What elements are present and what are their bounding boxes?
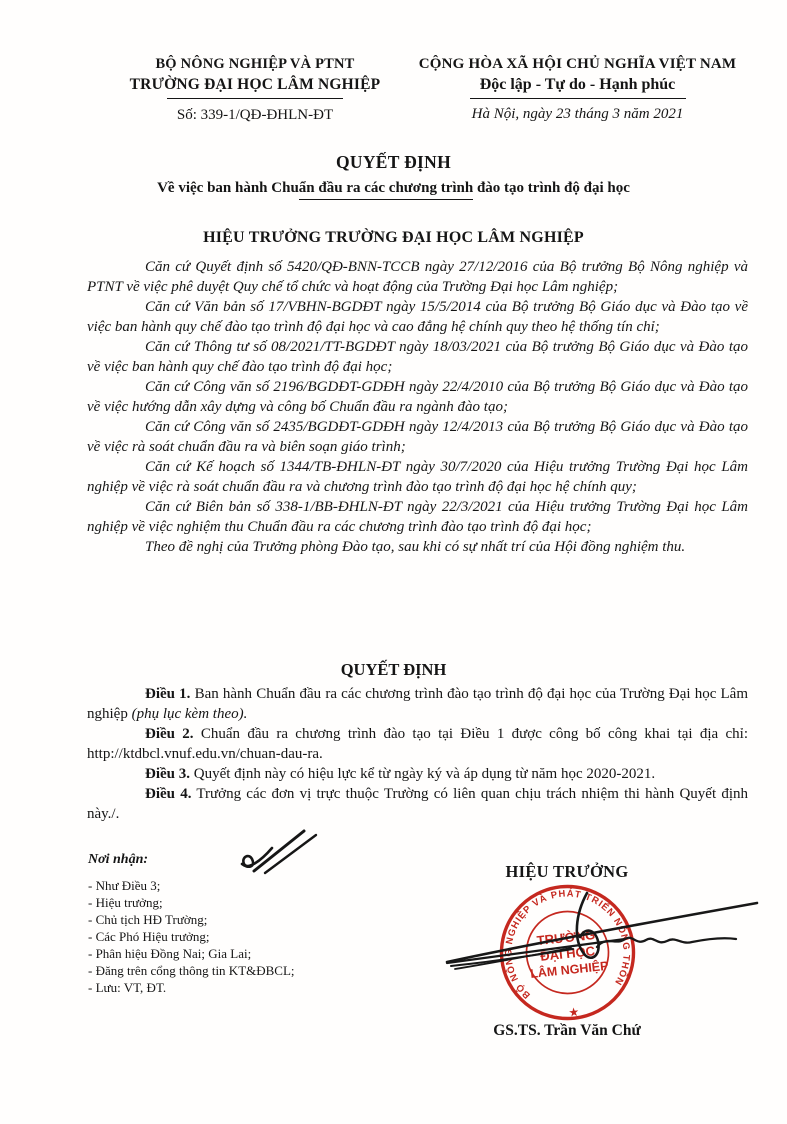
recipient-item: - Đăng trên cổng thông tin KT&ĐBCL; xyxy=(88,963,295,978)
recipients-list xyxy=(88,877,388,996)
recital-paragraph: Căn cứ Thông tư số 08/2021/TT-BGDĐT ngày 18/03/2021 của Bộ trưởng Bộ Giáo dục và Đào tạo về việc ban hành quy chế đào tạo trình độ đại học; xyxy=(87,339,748,375)
recital-paragraph: Theo đề nghị của Trưởng phòng Đào tạo, sau khi có sự nhất trí của Hội đồng nghiệm thu. xyxy=(145,539,686,555)
recitals-section xyxy=(87,257,748,557)
place-date-line: Hà Nội, ngày 23 tháng 3 năm 2021 xyxy=(471,106,684,122)
article-3-text: Quyết định này có hiệu lực kể từ ngày ký và áp dụng từ năm học 2020-2021. xyxy=(193,766,656,782)
recipient-item: - Các Phó Hiệu trưởng; xyxy=(88,929,210,944)
article-4-label: Điều 4. xyxy=(145,786,192,802)
recipient-item: - Lưu: VT, ĐT. xyxy=(88,980,167,995)
decision-title: QUYẾT ĐỊNH xyxy=(336,152,451,172)
article-1-text: Ban hành Chuẩn đầu ra các chương trình đào tạo trình độ đại học của Trường Đại học Lâm nghiệp xyxy=(87,686,748,722)
signer-title: HIỆU TRƯỞNG xyxy=(505,862,629,881)
recital-paragraph: Căn cứ Biên bản số 338-1/BB-ĐHLN-ĐT ngày 22/3/2021 của Hiệu trưởng Trường Đại học Lâm nghiệp về việc nghiệm thu Chuẩn đầu ra các chương trình đào tạo trình độ đại học; xyxy=(87,499,748,535)
article-3 xyxy=(87,764,748,784)
national-motto: Độc lập - Tự do - Hạnh phúc xyxy=(479,76,676,93)
parent-ministry: BỘ NÔNG NGHIỆP VÀ PTNT xyxy=(155,56,355,72)
university-name: TRƯỜNG ĐẠI HỌC LÂM NGHIỆP xyxy=(129,76,381,93)
recipient-item: - Như Điều 3; xyxy=(88,878,161,893)
subtitle-underlined: ẩn đầu ra các chương trình xyxy=(299,180,473,200)
recipients-block xyxy=(88,852,388,996)
article-2 xyxy=(87,724,748,764)
recital-paragraph: Căn cứ Kế hoạch số 1344/TB-ĐHLN-ĐT ngày 30/7/2020 của Hiệu trưởng Trường Đại học Lâm nghiệp về việc rà soát chuẩn đầu ra và chương trình đào tạo trình độ đại học hệ chính quy; xyxy=(87,459,748,495)
stamp-ring-text: BỘ NÔNG NGHIỆP VÀ PHÁT TRIỂN NÔNG THÔN xyxy=(503,888,632,1001)
article-2-label: Điều 2. xyxy=(145,726,194,742)
articles-section xyxy=(87,684,748,824)
decision-section-heading: QUYẾT ĐỊNH xyxy=(340,660,447,679)
subtitle-pre: Về việc ban hành Chu xyxy=(157,180,299,196)
stamp-star-icon: ★ xyxy=(567,1004,580,1020)
article-1-label: Điều 1. xyxy=(145,686,191,702)
document-number: Số: 339-1/QĐ-ĐHLN-ĐT xyxy=(176,107,334,123)
recipient-item: - Chủ tịch HĐ Trường; xyxy=(88,912,208,927)
article-2-text: Chuẩn đầu ra chương trình đào tạo tại Điều 1 được công bố công khai tại địa chỉ: http://ktdbcl.vnuf.edu.vn/chuan-dau-ra. xyxy=(87,726,749,762)
article-4 xyxy=(87,784,748,824)
title-block xyxy=(0,152,787,197)
national-name: CỘNG HÒA XÃ HỘI CHỦ NGHĨA VIỆT NAM xyxy=(418,56,737,72)
header-right-rule xyxy=(470,98,686,99)
decision-subtitle xyxy=(0,180,787,197)
national-header-block xyxy=(405,56,750,123)
signer-name: GS.TS. Trần Văn Chứ xyxy=(493,1022,641,1039)
recital-paragraph: Căn cứ Văn bản số 17/VBHN-BGDĐT ngày 15/5/2014 của Bộ trưởng Bộ Giáo dục và Đào tạo về việc ban hành quy chế đào tạo trình độ đại học và cao đẳng hệ chính quy theo hệ thống tín chỉ; xyxy=(87,299,748,335)
article-3-label: Điều 3. xyxy=(145,766,190,782)
stamp-center-line3: LÂM NGHIỆP xyxy=(529,958,610,981)
recital-paragraph: Căn cứ Quyết định số 5420/QĐ-BNN-TCCB ngày 27/12/2016 của Bộ trưởng Bộ Nông nghiệp và PTNT về việc phê duyệt Quy chế tổ chức và hoạt động của Trường Đại học Lâm nghiệp; xyxy=(87,259,748,295)
recipients-heading: Nơi nhận: xyxy=(88,852,149,867)
article-1-italic-suffix: (phụ lục kèm theo). xyxy=(131,706,248,722)
issuing-agency-block xyxy=(90,56,420,124)
recipient-item: - Hiệu trưởng; xyxy=(88,895,163,910)
stamp-center-line1: TRƯỜNG xyxy=(535,927,596,949)
authority-heading: HIỆU TRƯỞNG TRƯỜNG ĐẠI HỌC LÂM NGHIỆP xyxy=(203,229,584,246)
article-4-text: Trưởng các đơn vị trực thuộc Trường có liên quan chịu trách nhiệm thi hành Quyết định này./. xyxy=(87,786,748,822)
subtitle-post: đào tạo trình độ đại học xyxy=(473,180,630,196)
stamp-center-line2: ĐẠI HỌC xyxy=(539,943,596,964)
header-left-rule xyxy=(167,98,343,99)
recipient-item: - Phân hiệu Đồng Nai; Gia Lai; xyxy=(88,946,252,961)
article-1 xyxy=(87,684,748,724)
handwritten-signature xyxy=(435,885,765,1000)
recital-paragraph: Căn cứ Công văn số 2196/BGDĐT-GDĐH ngày 22/4/2010 của Bộ trưởng Bộ Giáo dục và Đào tạo về việc hướng dẫn xây dựng và công bố Chuẩn đầu ra ngành đào tạo; xyxy=(87,379,748,415)
recital-paragraph: Căn cứ Công văn số 2435/BGDĐT-GDĐH ngày 12/4/2013 của Bộ trưởng Bộ Giáo dục và Đào tạo về việc rà soát chuẩn đầu ra và biên soạn giáo trình; xyxy=(87,419,748,455)
